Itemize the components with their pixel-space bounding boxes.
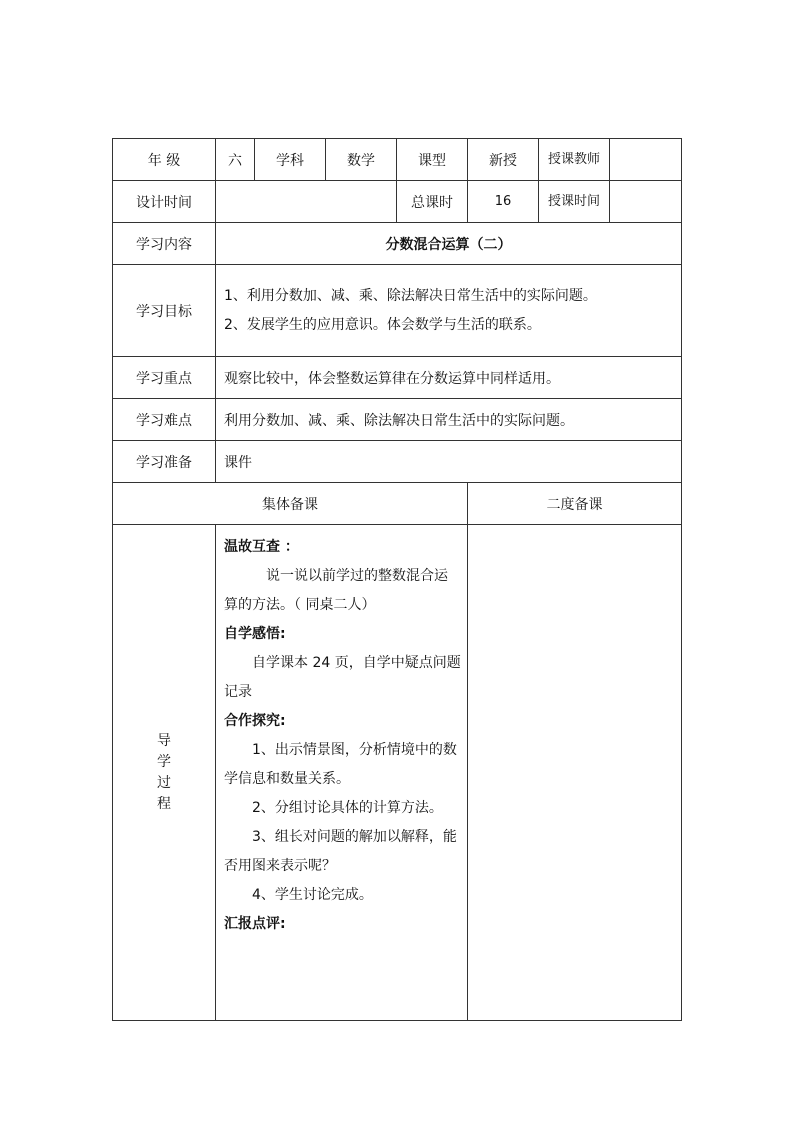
teacher-label: 授课教师 bbox=[539, 139, 610, 181]
difficulty-label: 学习难点 bbox=[113, 399, 216, 441]
design-time-label: 设计时间 bbox=[113, 181, 216, 223]
cooperation-item: 1、出示情景图，分析情境中的数学信息和数量关系。 bbox=[224, 742, 457, 787]
total-hours-label: 总课时 bbox=[397, 181, 468, 223]
goals-label: 学习目标 bbox=[113, 265, 216, 357]
preparation-row bbox=[113, 441, 682, 483]
content-row bbox=[113, 223, 682, 265]
cooperation-item: 2、分组讨论具体的计算方法。 bbox=[252, 800, 443, 816]
goal-item: 2、发展学生的应用意识。体会数学与生活的联系。 bbox=[224, 316, 541, 333]
preparation-label: 学习准备 bbox=[113, 441, 216, 483]
subject-label: 学科 bbox=[255, 139, 326, 181]
process-label-char: 程 bbox=[157, 795, 171, 812]
review-title: 温故互查 ： bbox=[224, 539, 299, 555]
teach-time-value bbox=[610, 181, 682, 223]
header-row bbox=[113, 139, 682, 181]
cooperation-item: 3、组长对问题的解加以解释，能否用图来表示呢？ bbox=[224, 829, 457, 874]
goal-item: 1、利用分数加、减、乘、除法解决日常生活中的实际问题。 bbox=[224, 287, 597, 304]
collective-prep-header: 集体备课 bbox=[113, 483, 468, 525]
time-row bbox=[113, 181, 682, 223]
cooperation-item: 4、学生讨论完成。 bbox=[252, 887, 373, 903]
subject-value: 数学 bbox=[326, 139, 397, 181]
review-text: 说一说以前学过的整数混合运算的方法。（ 同桌二人） bbox=[224, 568, 448, 613]
self-study-text: 自学课本 24 页，自学中疑点问题记录 bbox=[224, 655, 461, 700]
teach-time-label: 授课时间 bbox=[539, 181, 610, 223]
key-points-label: 学习重点 bbox=[113, 357, 216, 399]
cooperation-title: 合作探究: bbox=[224, 713, 286, 729]
preparation-value: 课件 bbox=[216, 441, 682, 483]
process-label bbox=[113, 525, 216, 1021]
process-label-char: 过 bbox=[157, 774, 171, 791]
grade-label: 年 级 bbox=[113, 139, 216, 181]
content-label: 学习内容 bbox=[113, 223, 216, 265]
process-label-char: 导 bbox=[157, 732, 171, 749]
key-points-row bbox=[113, 357, 682, 399]
type-label: 课型 bbox=[397, 139, 468, 181]
secondary-prep-header: 二度备课 bbox=[468, 483, 682, 525]
collective-prep-content bbox=[216, 525, 468, 1021]
goals-list bbox=[216, 265, 682, 357]
process-row bbox=[113, 525, 682, 1021]
difficulty-row bbox=[113, 399, 682, 441]
key-points-value: 观察比较中，体会整数运算律在分数运算中同样适用。 bbox=[216, 357, 682, 399]
self-study-title: 自学感悟: bbox=[224, 626, 286, 642]
total-hours-value: 16 bbox=[468, 181, 539, 223]
design-time-value bbox=[216, 181, 397, 223]
grade-value: 六 bbox=[216, 139, 255, 181]
process-label-char: 学 bbox=[157, 753, 171, 770]
group-header-row bbox=[113, 483, 682, 525]
teacher-value bbox=[610, 139, 682, 181]
goals-row bbox=[113, 265, 682, 357]
difficulty-value: 利用分数加、减、乘、除法解决日常生活中的实际问题。 bbox=[216, 399, 682, 441]
report-title: 汇报点评: bbox=[224, 916, 286, 932]
lesson-plan-table bbox=[112, 138, 682, 1021]
content-value: 分数混合运算（二） bbox=[216, 223, 682, 265]
type-value: 新授 bbox=[468, 139, 539, 181]
secondary-prep-content bbox=[468, 525, 682, 1021]
